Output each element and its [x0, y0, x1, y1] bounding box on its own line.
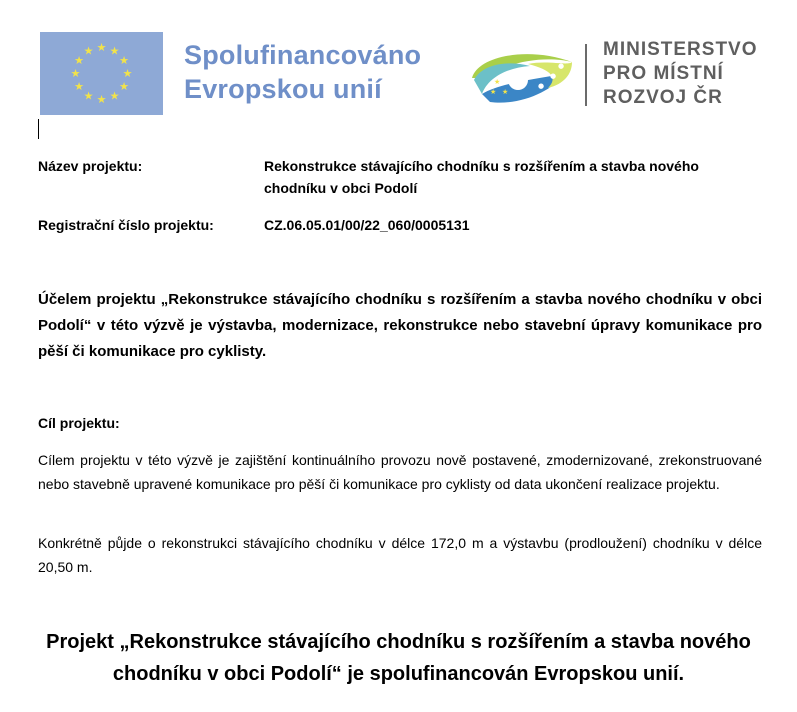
svg-text:★: ★: [74, 80, 84, 93]
svg-text:★: ★: [119, 80, 129, 93]
goal-title: Cíl projektu:: [38, 415, 120, 431]
svg-text:★: ★: [83, 89, 94, 103]
project-name-label: Název projektu:: [38, 158, 143, 174]
ministry-line2: PRO MÍSTNÍ: [603, 63, 724, 84]
eu-cofinanced-text: [184, 38, 421, 106]
svg-text:★: ★: [74, 54, 84, 67]
svg-text:★: ★: [502, 88, 509, 96]
ministry-line1: MINISTERSTVO: [603, 39, 758, 60]
svg-text:●: ●: [550, 72, 557, 80]
svg-text:★: ★: [122, 67, 133, 80]
svg-text:●: ●: [558, 62, 565, 70]
svg-text:★: ★: [490, 88, 497, 96]
svg-text:★: ★: [83, 44, 94, 58]
eu-text-line1: Spolufinancováno: [184, 40, 422, 70]
eu-text-line2: Evropskou unií: [184, 74, 382, 104]
goal-paragraph-1: Cílem projektu v této výzvě je zajištění kontinuálního provozu nově postavené, zmodernizované, zrekonstruované nebo stavebně upravené komunikace pro pěší či komunikace pro cyklisty od data ukončení realizace projektu.: [38, 452, 762, 492]
registration-value: CZ.06.05.01/00/22_060/0005131: [264, 217, 470, 233]
project-name-value: Rekonstrukce stávajícího chodníku s rozšířením a stavba nového chodníku v obci Podolí: [264, 158, 699, 196]
svg-text:★: ★: [494, 78, 501, 86]
svg-text:★: ★: [109, 44, 120, 58]
svg-text:★: ★: [96, 41, 107, 54]
eu-stars-icon: [40, 32, 163, 115]
logo-divider: [585, 44, 587, 106]
project-purpose-text: Účelem projektu „Rekonstrukce stávajícího chodníku s rozšířením a stavba nového chodníku v obci Podolí“ v této výzvě je výstavba, modernizace, rekonstrukce nebo stavební úpravy komunikace pro pěší či komunikace pro cyklisty.: [38, 291, 762, 360]
svg-text:★: ★: [119, 54, 129, 67]
goal-paragraph-2: Konkrétně půjde o rekonstrukci stávajícího chodníku v délce 172,0 m a výstavbu (prodloužení) chodníku v délce 20,50 m.: [38, 535, 762, 575]
svg-text:★: ★: [96, 93, 107, 106]
svg-text:★: ★: [109, 89, 120, 103]
svg-text:★: ★: [70, 67, 81, 80]
ministry-line3: ROZVOJ ČR: [603, 87, 723, 108]
svg-text:●: ●: [538, 82, 545, 90]
ministry-text: [603, 38, 758, 110]
cofinancing-statement: Projekt „Rekonstrukce stávajícího chodníku s rozšířením a stavba nového chodníku v obci Podolí“ je spolufinancován Evropskou unií.: [46, 631, 751, 685]
registration-label: Registrační číslo projektu:: [38, 217, 214, 233]
eu-flag-logo: [40, 32, 163, 115]
ministry-logo-icon: [468, 44, 580, 108]
text-cursor: [38, 119, 39, 139]
